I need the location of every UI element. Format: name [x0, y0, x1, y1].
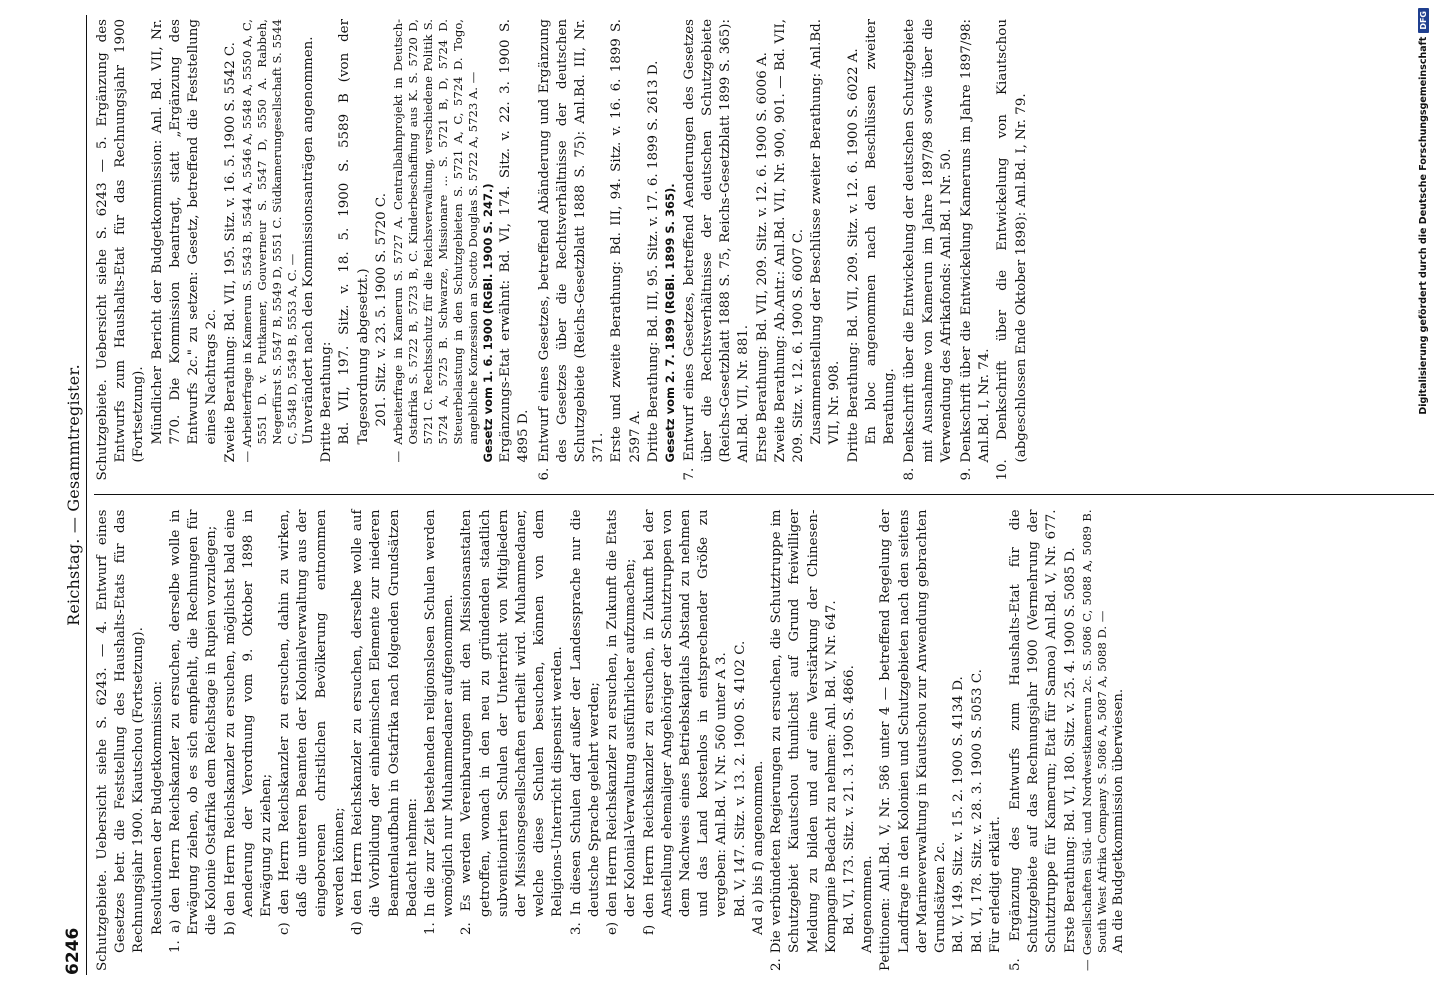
- columns: [94, 15, 1434, 975]
- rotated-page: [60, 15, 1434, 975]
- entry-paragraph: Unverändert nach den Kommissionsanträgen angenommen.: [301, 36, 316, 445]
- entry-paragraph: 2. Es werden Vereinbarungen mit den Missionsanstalten getroffen, wonach in den neu zu gründenden staatlich subventionirten Schulen der Unterricht von Mitgliedern der Missionsgesellschaften ertheilt wird. Muhammedaner, welche diese Schulen besuchen, können von dem Religions-Unterricht dispensirt werden.: [459, 509, 566, 935]
- entry-paragraph: f) den Herrn Reichskanzler zu ersuchen, in Zukunft bei der Anstellung ehemaliger Angehöriger der Schutztruppen von dem Nachweis eines Betriebskapitals Abstand zu nehmen und das Land kostenlos in entsprechender Größe zu vergeben: Anl.Bd. V, Nr. 560 unter A 3.: [641, 509, 730, 935]
- entry-paragraph: Zweite Berathung: Ab.Antr.: Anl.Bd. VII, Nr. 900, 901. — Bd. VII, 209. Sitz. v. 12. 6. 1900 S. 6007 C.: [772, 19, 806, 463]
- entry-paragraph: Bd. VII, 197. Sitz. v. 18. 5. 1900 S. 5589 B (von der Tagesordnung abgesetzt.): [337, 19, 371, 445]
- entry-paragraph: 7. Entwurf eines Gesetzes, betreffend Aenderungen des Gesetzes über die Rechtsverhältnisse der deutschen Schutzgebiete (Reichs-Gesetzblatt 1888 S. 75, Reichs-Gesetzblatt 1899 S. 365): Anl.Bd. VII, Nr. 881.: [681, 19, 752, 481]
- entry-paragraph: Erste Berathung: Bd. VII, 209. Sitz. v. 12. 6. 1900 S. 6006 A.: [754, 52, 770, 463]
- entry-paragraph: Zusammenstellung der Beschlüsse zweiter Berathung: Anl.Bd. VII, Nr. 908.: [809, 19, 843, 445]
- left-column: [94, 495, 1434, 976]
- entry-paragraph: 8. Denkschrift über die Entwickelung der deutschen Schutzgebiete mit Ausnahme von Kamerun im Jahre 1897/98 sowie über die Verwendung des Afrikafonds: Anl.Bd. I Nr. 50.: [902, 19, 954, 481]
- entry-paragraph: 9. Denkschrift über die Entwickelung Kameruns im Jahre 1897/98: Anl.Bd. I, Nr. 74.: [958, 19, 993, 481]
- entry-paragraph: — Arbeiterfrage in Kamerun S. 5543 B, 5544 A, 5546 A, 5548 A, 5550 A, C, 5551 D. v. Puttkamer, Gouverneur S. 5547 D, 5550 A. Rabbeh, Negerfürst S. 5547 B, 5549 D, 5551 C. Südkamerungesellschaft S. 5544 C, 5548 D, 5549 B, 5553 A, C. —: [239, 19, 299, 463]
- page-title: Reichstag. — Gesammtregister.: [63, 364, 83, 626]
- entry-paragraph: Zweite Berathung: Bd. VII, 195. Sitz. v. 16. 5. 1900 S. 5542 C.: [222, 42, 238, 463]
- entry-paragraph: Erste und zweite Berathung: Bd. III, 94. Sitz. v. 16. 6. 1899 S. 2597 A.: [609, 19, 643, 463]
- entry-paragraph: — Arbeiterfrage in Kamerun S. 5727 A. Centralbahnprojekt in Deutsch-Ostafrika S. 5722 B, 5723 B, C. Kinderbeschaffung aus K. S. 5720 D, 5721 C. Rechtsschutz für die Reichsverwaltung, verschiedene Politik S. 5724 A, 5725 B. Schwarze, Missionare ... S. 5721 B, D, 5724 D. Steuerbelastung in den Schutzgebieten S. 5721 A, C, 5724 D. Togo, angebliche Konzession an Scotto Douglas S. 5722 A, 5723 A. —: [391, 19, 481, 463]
- entry-paragraph: c) den Herrn Reichskanzler zu ersuchen, dahin zu wirken, daß die unteren Beamten der Kolonialverwaltung aus der eingeborenen christlichen Bevölkerung entnommen werden können;: [277, 509, 347, 935]
- entry-paragraph: 3. In diesen Schulen darf außer der Landessprache nur die deutsche Sprache gelehrt werden;: [568, 509, 602, 935]
- entry-paragraph: d) den Herrn Reichskanzler zu ersuchen, derselbe wolle auf die Vorbildung der einheimischen Elemente zur niederen Beamtenlaufbahn in Ostafrika nach folgenden Grundsätzen Bedacht nehmen:: [350, 509, 420, 935]
- entry-paragraph: 6. Entwurf eines Gesetzes, betreffend Abänderung und Ergänzung des Gesetzes über die Rechtsverhältnisse der deutschen Schutzgebiete (Reichs-Gesetzblatt 1888 S. 75): Anl.Bd. III, Nr. 371.: [536, 19, 607, 481]
- entry-paragraph: Resolutionen der Budgetkommission:: [149, 680, 165, 935]
- entry-paragraph: Bd. V, 149. Sitz. v. 15. 2. 1900 S. 4134 D.: [951, 676, 967, 953]
- entry-paragraph: — Gesellschaften Süd- und Nordwestkamerun 2c. S. 5086 C, 5088 A, 5089 B. South West Afrika Company S. 5086 A, 5087 A, 5088 D. —: [1079, 509, 1109, 971]
- entry-paragraph: Bd. V, 147. Sitz. v. 13. 2. 1900 S. 4102 C.: [732, 640, 748, 917]
- entry-paragraph: 2. Die verbündeten Regierungen zu ersuchen, die Schutztruppe im Schutzgebiet Kiautschou thunlichst auf Grund freiwilliger Meldung zu bilden und auf eine Verstärkung der Chinesen-Kompagnie Bedacht zu nehmen: Anl. Bd. V, Nr. 647.: [769, 509, 839, 971]
- credit-text: Digitalisierung gefördert durch die Deutsche Forschungsgemeinschaft: [1418, 36, 1429, 415]
- entry-paragraph: Für erledigt erklärt.: [987, 816, 1003, 953]
- page-number: 6246: [63, 927, 83, 975]
- entry-paragraph: e) den Herrn Reichskanzler zu ersuchen, in Zukunft die Etats der Kolonial-Verwaltung ausführlicher aufzumachen;: [605, 509, 639, 935]
- right-column: [94, 15, 1434, 495]
- entry-paragraph: Mündlicher Bericht der Budgetkommission: Anl. Bd. VII, Nr. 770. Die Kommission beantragt, statt „Ergänzung des Entwurfs 2c." zu setzen: Gesetz, betreffend die Feststellung eines Nachtrags 2c.: [149, 19, 220, 445]
- entry-paragraph: Ergänzungs-Etat erwähnt: Bd. VI, 174. Sitz. v. 22. 3. 1900 S. 4895 D.: [498, 19, 532, 463]
- side-credit: [1418, 8, 1432, 988]
- running-head: [60, 15, 87, 975]
- entry-paragraph: En bloc angenommen nach den Beschlüssen zweiter Berathung.: [863, 19, 898, 445]
- entry-paragraph: Gesetz vom 1. 6. 1900 (RGBl. 1900 S. 247.): [481, 183, 496, 463]
- entry-paragraph: Angenommen.: [860, 855, 876, 953]
- entry-paragraph: 5. Ergänzung des Entwurfs zum Haushalts-Etat für die Schutzgebiete auf das Rechnungsjahr 1900 (Vermehrung der Schutztruppe für Kamerun; Etat für Samoa) Anl.Bd. V, Nr. 677. Erste Berathung: Bd. VI, 180. Sitz. v. 25. 4. 1900 S. 5085 D.: [1007, 509, 1078, 971]
- entry-paragraph: An die Budgetkommission überwiesen.: [1110, 688, 1126, 953]
- entry-paragraph: Dritte Berathung: Bd. VII, 209. Sitz. v. 12. 6. 1900 S. 6022 A.: [845, 48, 861, 463]
- entry-paragraph: Bd. VI, 178. Sitz. v. 28. 3. 1900 S. 5053 C.: [969, 669, 985, 953]
- entry-paragraph: Schutzgebiete. Uebersicht siehe S. 6243 — 5. Ergänzung des Entwurfs zum Haushalts-Etat für das Rechnungsjahr 1900 (Fortsetzung).: [95, 19, 147, 481]
- entry-paragraph: Schutzgebiete. Uebersicht siehe S. 6243. — 4. Entwurf eines Gesetzes betr. die Feststellung des Haushalts-Etats für das Rechnungsjahr 1900. Kiautschou (Fortsetzung).: [95, 509, 147, 971]
- dfg-logo: DFG: [1418, 8, 1429, 33]
- entry-paragraph: Petitionen: Anl.Bd. V, Nr. 586 unter 4 — betreffend Regelung der Landfrage in den Kolonien und Schutzgebieten nach den seitens der Marineverwaltung in Kiautschou zur Anwendung gebrachten Grundsätzen 2c.: [878, 509, 949, 971]
- entry-paragraph: Gesetz vom 2. 7. 1899 (RGBl. 1899 S. 365).: [663, 183, 678, 463]
- entry-paragraph: Dritte Berathung:: [319, 341, 335, 463]
- entry-paragraph: Dritte Berathung: Bd. III, 95. Sitz. v. 17. 6. 1899 S. 2613 D.: [645, 60, 661, 463]
- entry-paragraph: Ad a) bis f) angenommen.: [750, 760, 766, 935]
- entry-paragraph: 1. In die zur Zeit bestehenden religionslosen Schulen werden womöglich nur Muhammedaner aufgenommen.: [422, 509, 457, 935]
- entry-paragraph: 1. a) den Herrn Reichskanzler zu ersuchen, derselbe wolle in Erwägung ziehen, ob es sich empfiehlt, die Rechnungen für die Kolonie Ostafrika dem Reichstage in Rupien vorzulegen;: [167, 509, 220, 953]
- entry-paragraph: Bd. VI, 173. Sitz. v. 21. 3. 1900 S. 4866.: [841, 665, 857, 935]
- entry-paragraph: 201. Sitz. v. 23. 5. 1900 S. 5720 C.: [373, 193, 389, 427]
- entry-paragraph: b) den Herrn Reichskanzler zu ersuchen, möglichst bald eine Aenderung der Verordnung vom 9. Oktober 1898 in Erwägung zu ziehen;: [222, 509, 274, 935]
- entry-paragraph: 10. Denkschrift über die Entwickelung von Kiautschou (abgeschlossen Ende Oktober 1898): Anl.Bd. I, Nr. 79.: [995, 19, 1029, 481]
